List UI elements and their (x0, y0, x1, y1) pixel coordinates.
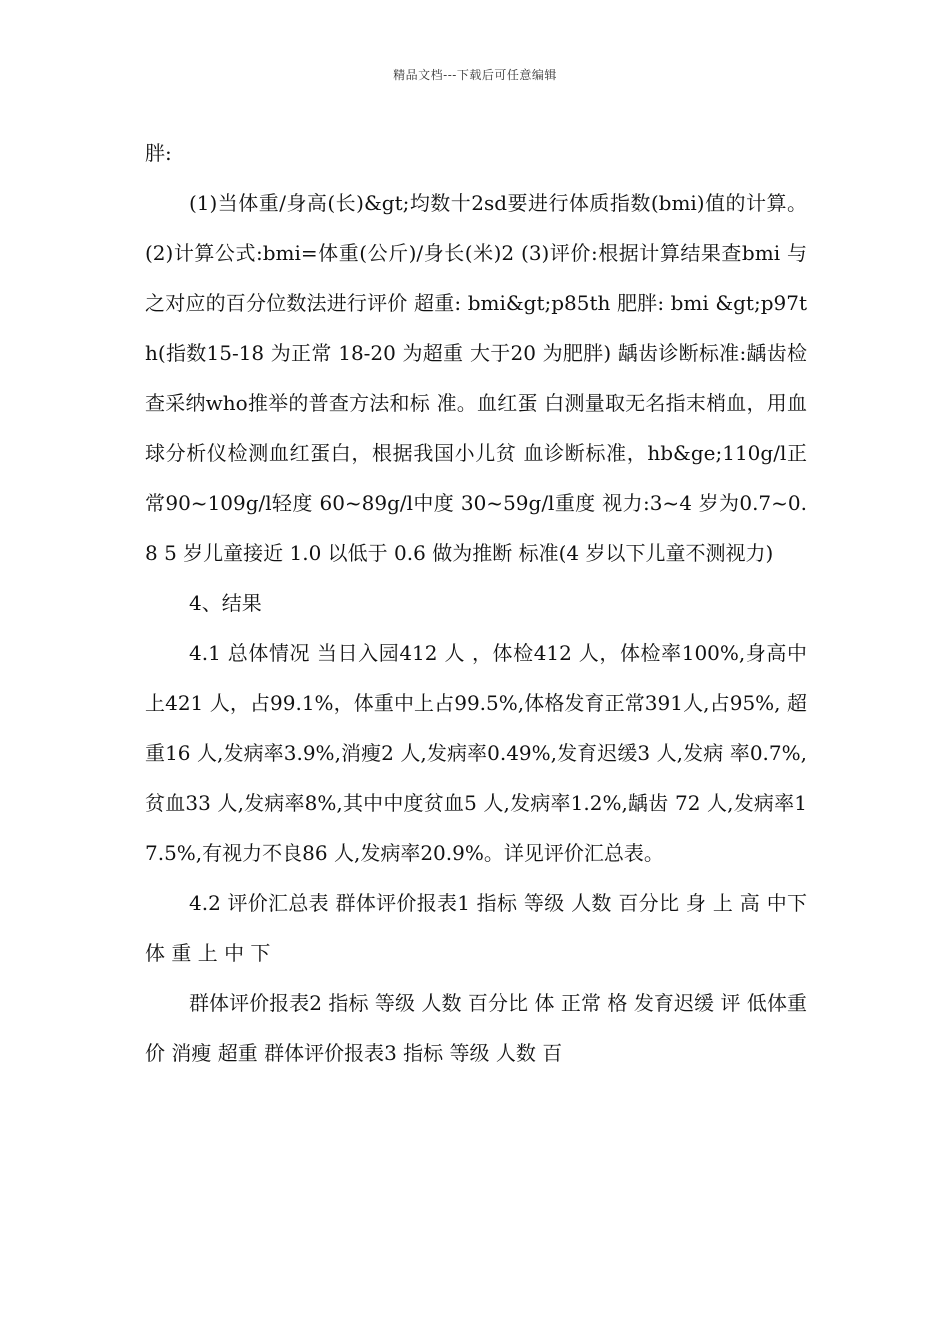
page-header: 精品文档---下载后可任意编辑 (393, 68, 557, 82)
paragraph-fat-label: 胖: (145, 141, 172, 165)
paragraph-summary-table-2: 群体评价报表2 指标 等级 人数 百分比 体 正常 格 发育迟缓 评 低体重 价 消瘦 超重 群体评价报表3 指标 等级 人数 百 (145, 991, 807, 1065)
paragraph-overall-situation: 4.1 总体情况 当日入园412 人 ，体检412 人，体检率100%,身高中 上421 人，占99.1%，体重中上占99.5%,体格发育正常391人,占95%, 超重16 人,发病率3.9%,消瘦2 人,发病率0.49%,发育迟缓3 人,发病 率0.7%,贫血33 人,发病率8%,其中中度贫血5 人,发病率1.2%,龋齿 72 人,发病率17.5%,有视力不良86 人,发病率20.9%。详见评价汇总表。 (145, 641, 807, 865)
paragraph-methods: (1)当体重/身高(长)&gt;均数十2sd要进行体质指数(bmi)值的计算。 (2)计算公式:bmi=体重(公斤)/身长(米)2 (3)评价:根据计算结果查bmi 与之对应的百分位数法进行评价 超重: bmi&gt;p85th 肥胖: bmi &gt;p97th(指数15-18 为正常 18-20 为超重 大于20 为肥胖) 龋齿诊断标准:龋齿检查采纳who推举的普查方法和标 准。血红蛋 白测量取无名指末梢血，用血球分析仪检测血红蛋白，根据我国小儿贫 血诊断标准，hb&ge;110g/l正常90~109g/l轻度 60~89g/l中度 30~59g/l重度 视力:3~4 岁为0.7~0.8 5 岁儿童接近 1.0 以低于 0.6 做为推断 标准(4 岁以下儿童不测视力) (145, 191, 807, 565)
document-body (145, 128, 807, 1078)
paragraph-summary-table-1: 4.2 评价汇总表 群体评价报表1 指标 等级 人数 百分比 身 上 高 中下 体 重 上 中 下 (145, 891, 807, 965)
section-heading-results: 4、结果 (189, 591, 262, 615)
